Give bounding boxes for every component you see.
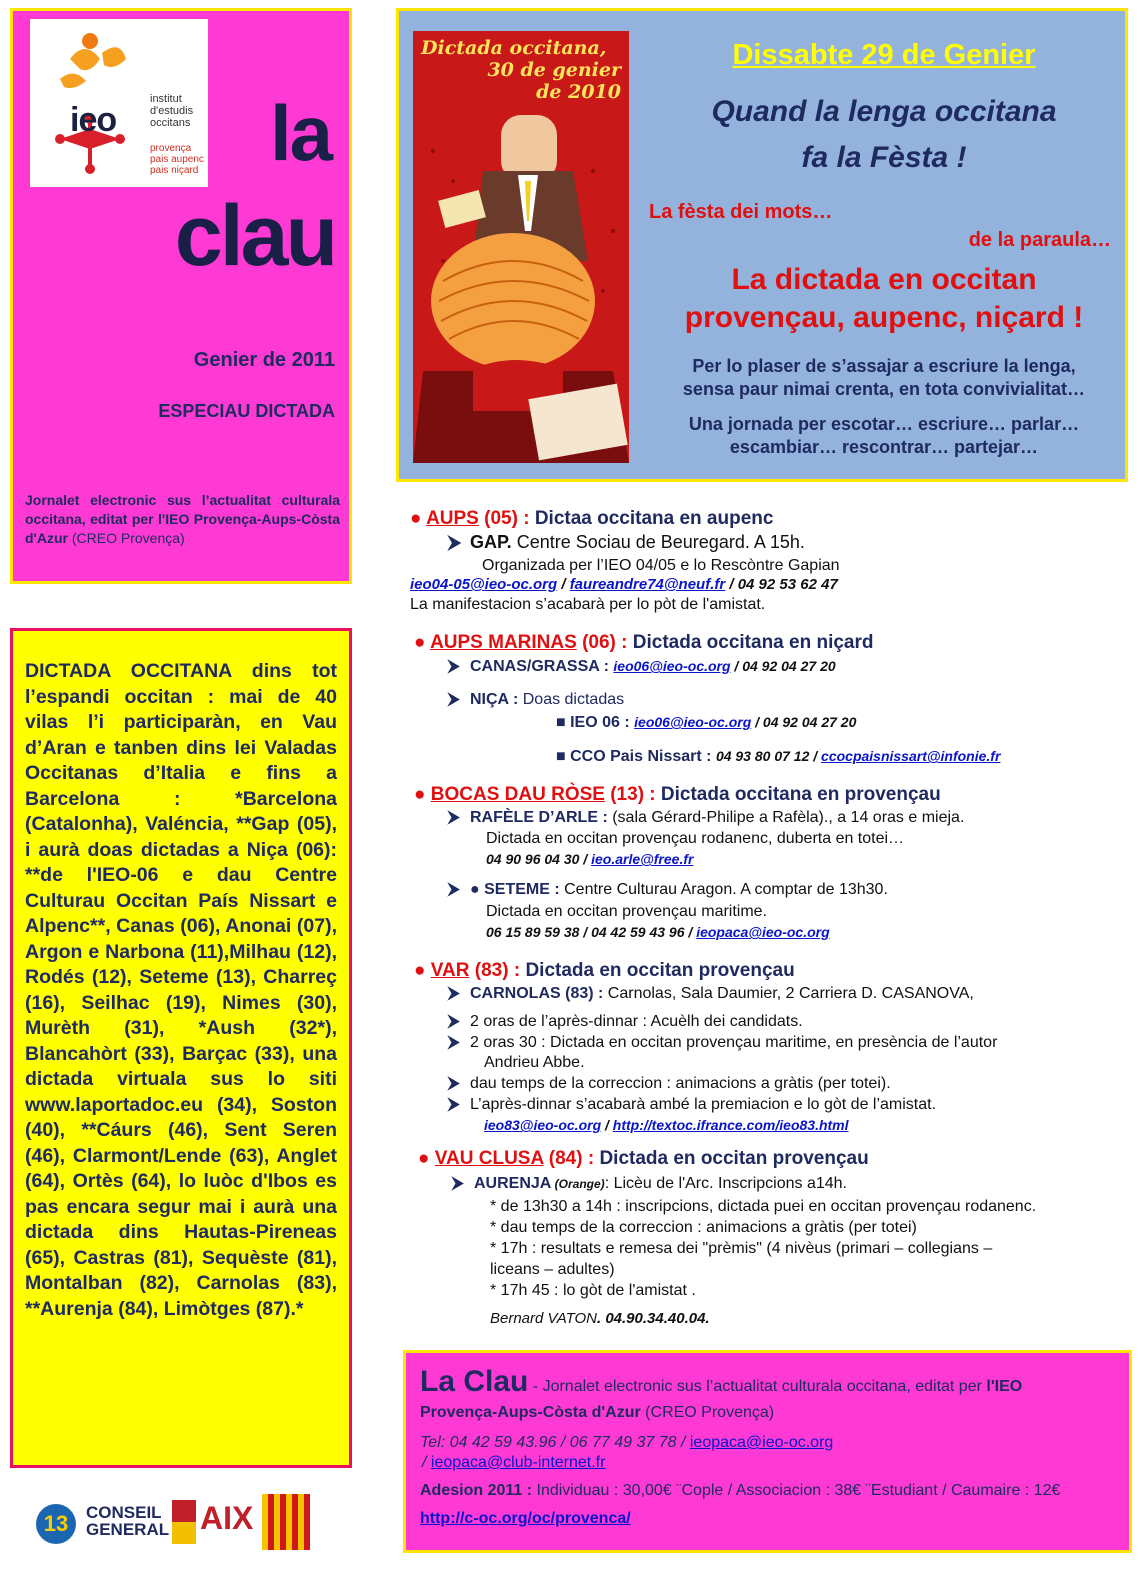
aups-contacts: ieo04-05@ieo-oc.org / faureandre74@neuf.fr / 04 92 53 62 47 <box>410 576 838 593</box>
bocas-seteme-line: ⮞● SETEME : Centre Culturau Aragon. A comptar de 13h30. <box>448 880 888 900</box>
aups-email1-link[interactable]: ieo04-05@ieo-oc.org <box>410 576 558 593</box>
vau-aurenja-line: ⮞AURENJA (Orange): Licèu de l'Arc. Inscripcions a14h. <box>452 1174 847 1194</box>
hero-dictada-line1: La dictada en occitan <box>731 263 1037 296</box>
special-edition: ESPECIAU DICTADA <box>158 401 335 421</box>
arrow-bullet-icon <box>448 880 470 900</box>
footer-tel: Tel: 04 42 59 43.96 / 06 77 49 37 78 / ieopaca@ieo-oc.org <box>420 1434 834 1451</box>
aupsm-cco-line: ■ CCO Pais Nissart : 04 93 80 07 12 / ccocpaisnissart@infonie.fr <box>556 748 1001 765</box>
arrow-bullet-icon <box>448 1095 470 1115</box>
bocas-rafele-email-link[interactable]: ieo.arle@free.fr <box>591 851 694 867</box>
logo-ieo-text: ieo <box>70 101 117 139</box>
var-line1: ⮞2 oras de l’après-dinnar : Acuèlh dei candidats. <box>448 1012 803 1032</box>
dictada-poster <box>413 31 629 463</box>
aups-gap-line: ⮞GAP. Centre Sociau de Beuregard. A 15h. <box>448 532 805 552</box>
var-line2b: Andrieu Abbe. <box>484 1054 585 1071</box>
vau-line1: * de 13h30 a 14h : inscripcions, dictada puei en occitan provençau rodanenc. <box>490 1198 1037 1215</box>
vau-line3b: liceans – adultes) <box>490 1261 615 1278</box>
sponsor-logos <box>34 1494 314 1554</box>
var-contacts: ieo83@ieo-oc.org / http://textoc.ifrance.com/ieo83.html <box>484 1117 849 1133</box>
footer-editor: Provença-Aups-Còsta d'Azur (CREO Provença) <box>420 1404 775 1421</box>
title-clau: clau <box>174 188 335 284</box>
var-line3: ⮞dau temps de la correccion : animacions a gràtis (per totei). <box>448 1074 891 1094</box>
logo-institut-text: institut d'estudis occitans <box>150 93 194 129</box>
cover-panel <box>10 8 352 584</box>
cities-panel <box>10 628 352 1468</box>
logo-region-text: provença pais aupenc pais niçard <box>150 143 204 176</box>
arrow-bullet-icon <box>448 808 470 828</box>
hero-paragraph1: Per lo plaser de s’assajar a escriure la lenga, sensa paur nimai crenta, en tota convivialitat… <box>682 356 1086 399</box>
bocas-seteme-email-link[interactable]: ieopaca@ieo-oc.org <box>696 924 830 940</box>
hero-quote-line2: fa la Fèsta ! <box>801 141 967 174</box>
footer-email1-link[interactable]: ieopaca@ieo-oc.org <box>689 1434 834 1451</box>
section-vau-heading: ● VAU CLUSA (84) : Dictada en occitan provençau <box>418 1148 869 1169</box>
issue-date: Genier de 2011 <box>193 349 335 371</box>
arrow-bullet-icon <box>452 1174 474 1194</box>
arrow-bullet-icon <box>448 1074 470 1094</box>
footer-title-line: La Clau - Jornalet electronic sus l’actualitat culturala occitana, editat per l'IEO <box>420 1365 1023 1398</box>
poster-title: Dictada occitana, 30 de genier de 2010 <box>421 37 621 103</box>
aix-logo: AIX <box>172 1494 252 1550</box>
aupsm-ieo06-email-link[interactable]: ieo06@ieo-oc.org <box>634 714 752 730</box>
var-line4: ⮞L’après-dinnar s’acabarà ambé la premiacion e lo gòt de l’amistat. <box>448 1095 936 1115</box>
var-url-link[interactable]: http://textoc.ifrance.com/ieo83.html <box>612 1117 849 1133</box>
hero-festa-line2: de la paraula… <box>968 229 1111 251</box>
aups-email2-link[interactable]: faureandre74@neuf.fr <box>569 576 726 593</box>
bocas-rafele-contact: 04 90 96 04 30 / ieo.arle@free.fr <box>486 851 694 867</box>
section-aupsm-heading: ● AUPS MARINAS (06) : Dictada occitana en niçard <box>414 632 874 653</box>
aupsm-canas-email-link[interactable]: ieo06@ieo-oc.org <box>613 658 731 674</box>
var-email-link[interactable]: ieo83@ieo-oc.org <box>484 1117 602 1133</box>
cities-text: DICTADA OCCITANA dins tot l’espandi occitan : mai de 40 vilas l’i participaràn, en Vau d’Aran e tanben dins lei Valadas Occitanas d’Italia e fins a Barcelona : *Barcelona (Catalonha), Valéncia, **Gap (05), i aurà doas dictadas a Niça (06): **de l'IEO-06 e dau Centre Culturau Occitan País Nissart e Alpenc**, Canas (06), Anonai (07), Argon e Narbona (11),Milhau (12), Rodés (12), Seteme (13), Charreç (16), Seilhac (19), Nimes (30), Murèth (31), *Aush (32*), Blancahòrt (33), Barçac (33), una dictada virtuala sus lo siti www.laportadoc.eu (34), Soston (40), **Cáurs (46), Sent Seren (46), Clarmont/Lende (63), Anglet (64), Ortès (64), lo luòc d'Ibos es pas encara segur mai i aurà una dictada dins Hautas-Pireneas (65), Castras (81), Sequèste (81), Montalban (82), Carnolas (83), **Aurenja (84), Limòtges (87).* <box>25 660 337 1320</box>
vau-line4: * 17h 45 : lo gòt de l'amistat . <box>490 1282 696 1299</box>
provence-flag-logo <box>262 1494 310 1550</box>
hero-dictada-line2: provençau, aupenc, niçard ! <box>684 301 1084 334</box>
arrow-bullet-icon <box>448 532 470 552</box>
cover-description: Jornalet electronic sus l’actualitat culturala occitana, editat per l'IEO Provença-Aups-Còsta d'Azur (CREO Provença) <box>25 492 340 546</box>
hero-quote-line1: Quand la lenga occitana <box>711 95 1057 128</box>
bocas-rafele-desc: Dictada en occitan provençau rodanenc, duberta en totei… <box>486 830 905 847</box>
conseil-general-logo: 13 CONSEIL GENERAL <box>34 1494 164 1550</box>
section-aups-heading: ● AUPS (05) : Dictaa occitana en aupenc <box>410 508 774 529</box>
arrow-bullet-icon <box>448 984 470 1004</box>
var-carnolas-line: ⮞CARNOLAS (83) : Carnolas, Sala Daumier, 2 Carriera D. CASANOVA, <box>448 984 974 1004</box>
arrow-bullet-icon <box>448 1012 470 1032</box>
hero-paragraph2: Una jornada per escotar… escriure… parlar… escambiar… rescontrar… partejar… <box>688 414 1080 457</box>
event-date: Dissabte 29 de Genier <box>732 39 1036 71</box>
aups-closing: La manifestacion s’acabarà per lo pòt de l'amistat. <box>410 596 766 613</box>
var-line2: ⮞2 oras 30 : Dictada en occitan provençau maritime, en presència de l’autor <box>448 1033 997 1053</box>
arrow-bullet-icon <box>448 690 470 710</box>
ieo-logo <box>30 19 208 187</box>
section-bocas-heading: ● BOCAS DAU RÒSE (13) : Dictada occitana en provençau <box>414 784 941 805</box>
aupsm-ieo06-line: ■ IEO 06 : ieo06@ieo-oc.org / 04 92 04 27 20 <box>556 714 857 731</box>
title-la: la <box>269 89 331 177</box>
aupsm-canas-line: ⮞CANAS/GRASSA : ieo06@ieo-oc.org / 04 92 04 27 20 <box>448 656 836 677</box>
hero-panel <box>396 8 1128 482</box>
bocas-rafele-line: ⮞RAFÈLE D’ARLE : (sala Gérard-Philipe a Rafèla)., a 14 oras e mieja. <box>448 808 964 828</box>
footer-email2-link[interactable]: ieopaca@club-internet.fr <box>430 1454 606 1471</box>
poster-illustration <box>413 111 629 463</box>
footer-adesion: Adesion 2011 : Individuau : 30,00€ ¨Cople / Associacion : 38€ ¨Estudiant / Caumaire : 12€ <box>420 1482 1061 1499</box>
section-var-heading: ● VAR (83) : Dictada en occitan provençau <box>414 960 795 981</box>
arrow-bullet-icon <box>448 1033 470 1053</box>
vau-line2: * dau temps de la correccion : animacions a gràtis (per totei) <box>490 1219 917 1236</box>
bocas-seteme-desc: Dictada en occitan provençau maritime. <box>486 903 768 920</box>
vau-line3: * 17h : resultats e remesa dei "prèmis" (4 nivèus (primari – collegians – <box>490 1240 993 1257</box>
hero-festa-line1: La fèsta dei mots… <box>649 201 833 223</box>
footer-email2-line: / ieopaca@club-internet.fr <box>422 1454 606 1471</box>
aupsm-cco-email-link[interactable]: ccocpaisnissart@infonie.fr <box>821 748 1001 764</box>
vau-contact: Bernard VATON. 04.90.34.40.04. <box>490 1310 710 1327</box>
footer-url-link[interactable]: http://c-oc.org/oc/provenca/ <box>420 1510 631 1527</box>
footer-panel <box>403 1350 1132 1553</box>
bocas-seteme-contact: 06 15 89 59 38 / 04 42 59 43 96 / ieopaca@ieo-oc.org <box>486 924 830 940</box>
footer-url-line <box>420 1510 1115 1528</box>
arrow-bullet-icon <box>448 657 470 677</box>
footer-title: La Clau <box>420 1365 529 1398</box>
aupsm-nica-line: ⮞NIÇA : Doas dictadas <box>448 690 624 710</box>
aups-organizer: Organizada per l’IEO 04/05 e lo Rescòntre Gapian <box>482 557 840 574</box>
